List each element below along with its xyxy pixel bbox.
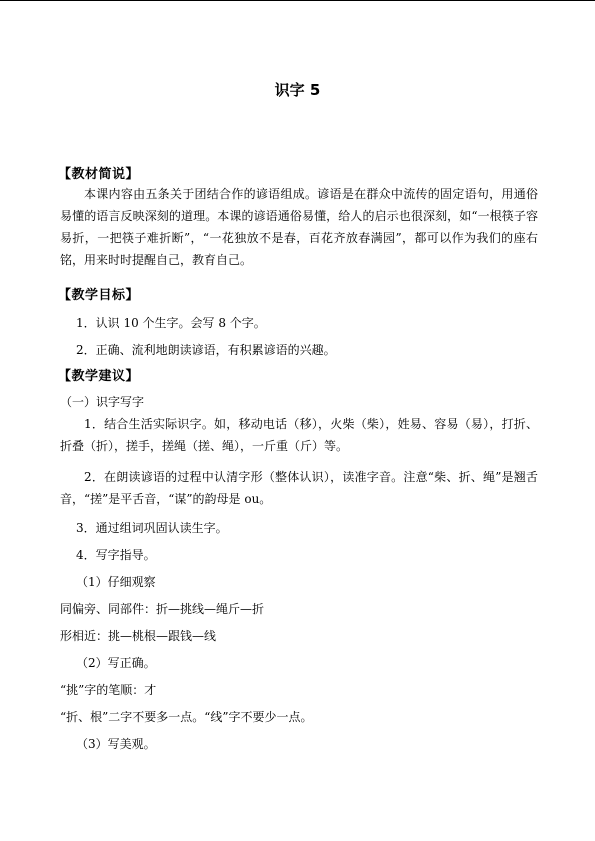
dot-note: “折、根”二字不要多一点。“线”字不要少一点。 xyxy=(60,710,313,724)
paragraph-suggest-1: 1．结合生活实际识字。如，移动电话（移），火柴（柴），姓易、容易（易），打折、折叠（折），搓手，搓绳（搓、绳），一斤重（斤）等。 xyxy=(60,417,538,453)
subheading-literacy: （一）识字写字 xyxy=(60,395,145,409)
paragraph-materials: 本课内容由五条关于团结合作的谚语组成。谚语是在群众中流传的固定语句，用通俗易懂的语言反映深刻的道理。本课的谚语通俗易懂，给人的启示也很深刻，如“一根筷子容易折，一把筷子难折断”，“一花独放不是春，百花齐放春满园”，都可以作为我们的座右铭，用来时时提醒自己，教育自己。 xyxy=(60,187,538,267)
observe-similar-shapes: 形相近：挑—桃根—跟钱—线 xyxy=(60,629,217,643)
paragraph-suggest-4: 4．写字指导。 xyxy=(76,548,156,562)
page-title: 识字 5 xyxy=(274,81,321,99)
step-write-correct: （2）写正确。 xyxy=(76,656,156,670)
stroke-order-note: “挑”字的笔顺：才 xyxy=(60,683,157,697)
paragraph-suggest-2: 2．在朗读谚语的过程中认清字形（整体认识），读准字音。注意“柴、折、绳”是翘舌音，“搓”是平舌音，“谋”的韵母是 ou。 xyxy=(60,470,538,506)
heading-suggestions: 【教学建议】 xyxy=(58,369,140,384)
goal-item-2: 2．正确、流利地朗读谚语，有积累谚语的兴趣。 xyxy=(76,343,336,357)
top-rule xyxy=(0,0,595,1)
heading-goals: 【教学目标】 xyxy=(58,288,140,303)
heading-materials: 【教材简说】 xyxy=(58,167,140,182)
step-observe: （1）仔细观察 xyxy=(76,575,156,589)
goal-item-1: 1．认识 10 个生字。会写 8 个字。 xyxy=(76,316,266,330)
step-write-beautiful: （3）写美观。 xyxy=(76,737,156,751)
observe-radicals: 同偏旁、同部件：折—挑线—绳斤—折 xyxy=(60,602,265,616)
paragraph-suggest-3: 3．通过组词巩固认读生字。 xyxy=(76,521,228,535)
